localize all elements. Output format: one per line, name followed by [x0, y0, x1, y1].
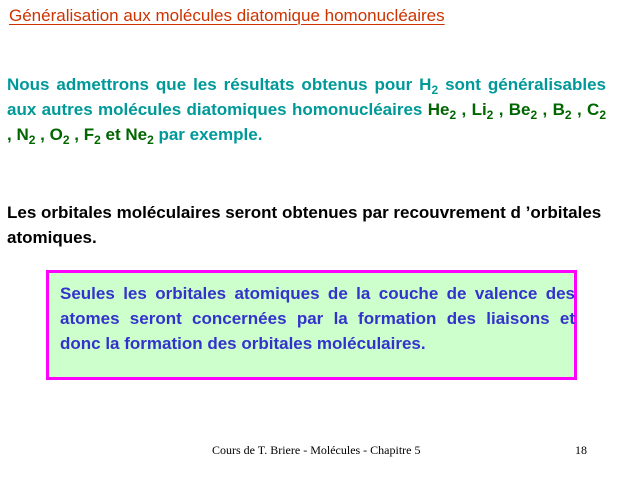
highlight-box: [46, 270, 577, 380]
molecule-subscript: 2: [449, 108, 457, 122]
molecule-f2: [83, 125, 126, 147]
molecule-subscript: 2: [564, 108, 572, 122]
intro-end-text: par exemple.: [153, 125, 263, 144]
molecule-subscript: 2: [94, 133, 101, 147]
molecule-ne2: [125, 125, 154, 147]
molecule-be2: [508, 100, 553, 122]
molecule-subscript: 2: [28, 133, 36, 147]
intro-text: Nous admettrons que les résultats obtenus pour H: [7, 75, 432, 94]
intro-paragraph: [7, 72, 606, 147]
slide-title: Généralisation aux molécules diatomique homonucléaires: [9, 6, 445, 25]
molecule-separator: et: [100, 125, 126, 144]
molecule-separator: ,: [571, 100, 588, 119]
molecule-separator: ,: [456, 100, 472, 119]
molecule-o2: [49, 125, 84, 147]
molecule-n2: [16, 125, 50, 147]
molecule-separator: ,: [537, 100, 553, 119]
footer-text: Cours de T. Briere - Molécules - Chapitre 5: [212, 443, 421, 457]
molecule-li2: [471, 100, 509, 122]
molecule-separator: ,: [493, 100, 509, 119]
molecule-base: N: [16, 125, 29, 144]
molecule-he2: [427, 100, 472, 122]
molecule-separator: ,: [7, 125, 17, 144]
page-number: 18: [575, 443, 587, 457]
molecule-subscript: 2: [147, 133, 154, 147]
molecule-b2: [552, 100, 588, 122]
intro-mid-text: sont généralisables aux autres molécules diatomiques homonucléaires: [7, 75, 607, 119]
molecule-subscript: 2: [530, 108, 538, 122]
molecule-separator: ,: [35, 125, 50, 144]
molecule-subscript: 2: [599, 108, 606, 122]
molecule-base: F: [83, 125, 95, 144]
molecule-base: He: [427, 100, 450, 119]
molecule-base: O: [49, 125, 63, 144]
molecule-separator: ,: [69, 125, 84, 144]
molecule-subscript: 2: [486, 108, 494, 122]
molecule-base: Ne: [125, 125, 148, 144]
h2-subscript: 2: [431, 83, 439, 97]
orbitals-paragraph: Les orbitales moléculaires seront obtenues par recouvrement d ’orbitales atomiques.: [7, 203, 602, 247]
molecule-base: C: [587, 100, 600, 119]
highlight-box-text: Seules les orbitales atomiques de la couche de valence des atomes seront concernées par la formation des liaisons et donc la formation des orbitales moléculaires.: [60, 284, 575, 353]
molecule-subscript: 2: [62, 133, 70, 147]
molecule-base: B: [552, 100, 565, 119]
molecule-base: Be: [508, 100, 531, 119]
molecule-base: Li: [471, 100, 487, 119]
